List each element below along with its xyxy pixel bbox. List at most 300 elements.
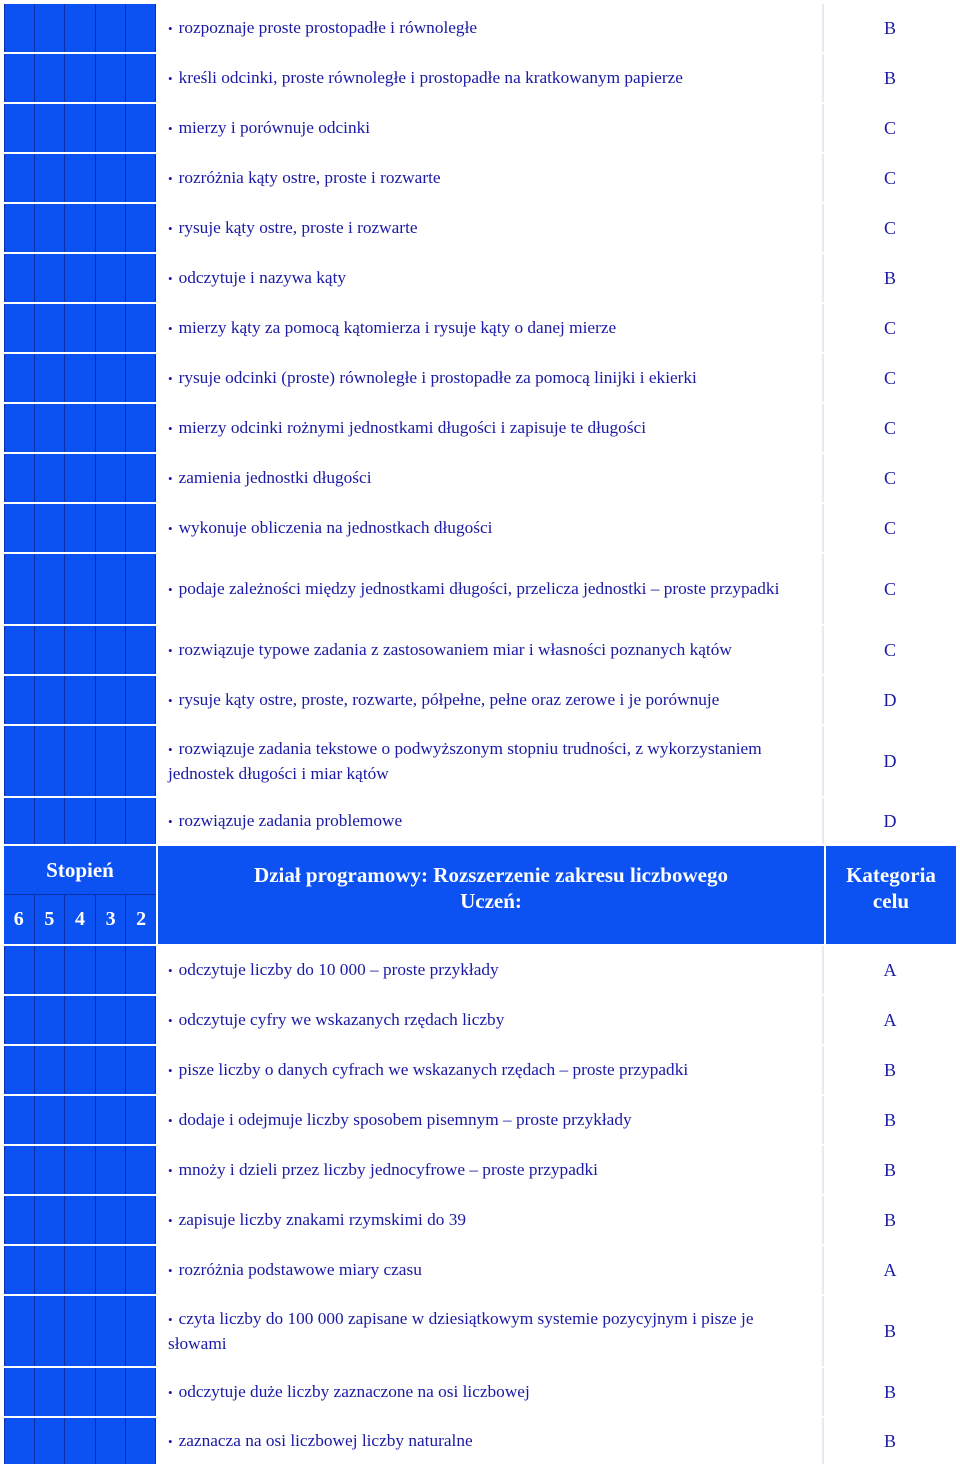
- requirement-text: rozróżnia kąty ostre, proste i rozwarte: [178, 167, 441, 187]
- grade-cell: [126, 354, 156, 402]
- grade-6-label: 6: [4, 895, 35, 944]
- grade-cell: [4, 946, 35, 994]
- bullet-icon: •: [168, 1062, 173, 1078]
- grade-cell: [35, 354, 65, 402]
- grade-cell: [96, 996, 126, 1044]
- grade-cell: [35, 996, 65, 1044]
- requirement-text-wrap: [168, 166, 441, 191]
- grade-cell: [4, 1296, 35, 1366]
- grade-cell: [65, 1418, 95, 1464]
- bullet-icon: •: [168, 1012, 173, 1028]
- grade-cells: [4, 354, 156, 402]
- requirement-text-wrap: [168, 809, 402, 834]
- grade-cells: [4, 1046, 156, 1094]
- grade-cells: [4, 504, 156, 552]
- grade-cell: [4, 354, 35, 402]
- bullet-icon: •: [168, 581, 173, 597]
- grade-cell: [126, 1296, 156, 1366]
- grade-cell: [65, 626, 95, 674]
- grade-cell: [126, 1246, 156, 1294]
- bullet-icon: •: [168, 813, 173, 829]
- grade-cell: [126, 4, 156, 52]
- requirement-text: odczytuje i nazywa kąty: [178, 267, 347, 287]
- grade-cells: [4, 996, 156, 1044]
- category-cell: D: [824, 676, 956, 724]
- grade-cell: [126, 554, 156, 624]
- grade-cell: [65, 1046, 95, 1094]
- requirement-cell: [156, 1418, 824, 1464]
- grade-cell: [65, 4, 95, 52]
- requirement-cell: [156, 404, 824, 452]
- requirement-text: zamienia jednostki długości: [178, 467, 372, 487]
- category-cell: C: [824, 354, 956, 402]
- section-numbers-rows: [4, 946, 956, 1466]
- bullet-icon: •: [168, 320, 173, 336]
- requirement-cell: [156, 676, 824, 724]
- grade-cell: [35, 154, 65, 202]
- grade-cells: [4, 798, 156, 844]
- grade-cell: [4, 1046, 35, 1094]
- grade-header: [4, 846, 158, 944]
- category-cell: B: [824, 254, 956, 302]
- section-geometry-rows: [4, 4, 956, 846]
- grade-cell: [96, 1046, 126, 1094]
- table-row: [4, 4, 956, 54]
- requirement-text-wrap: [168, 216, 418, 241]
- grade-cells: [4, 1246, 156, 1294]
- requirement-text: odczytuje duże liczby zaznaczone na osi liczbowej: [178, 1381, 530, 1401]
- requirement-text: rozróżnia podstawowe miary czasu: [178, 1259, 422, 1279]
- grade-cell: [65, 996, 95, 1044]
- grade-cell: [35, 554, 65, 624]
- table-row: [4, 354, 956, 404]
- grade-cell: [96, 454, 126, 502]
- table-row: [4, 1046, 956, 1096]
- bullet-icon: •: [168, 1311, 173, 1327]
- grade-cell: [4, 626, 35, 674]
- requirement-cell: [156, 1246, 824, 1294]
- requirement-text: mierzy kąty za pomocą kątomierza i rysuje kąty o danej mierze: [178, 317, 617, 337]
- requirement-cell: [156, 204, 824, 252]
- grade-cell: [65, 726, 95, 796]
- requirement-cell: [156, 304, 824, 352]
- grade-cell: [4, 798, 35, 844]
- grade-cell: [4, 304, 35, 352]
- grade-cells: [4, 304, 156, 352]
- requirement-text-wrap: [168, 66, 683, 91]
- grade-cell: [35, 626, 65, 674]
- grade-cell: [35, 54, 65, 102]
- grade-cell: [35, 1246, 65, 1294]
- grade-cells: [4, 204, 156, 252]
- grade-cells: [4, 154, 156, 202]
- grade-cell: [126, 54, 156, 102]
- section-title-line2: Uczeń:: [460, 889, 522, 913]
- grade-cells: [4, 1368, 156, 1416]
- grade-cell: [65, 154, 95, 202]
- requirement-text-wrap: [168, 16, 477, 41]
- grade-cell: [4, 254, 35, 302]
- category-cell: B: [824, 1368, 956, 1416]
- document-table: [4, 4, 956, 1466]
- grade-cell: [35, 204, 65, 252]
- grade-cell: [96, 626, 126, 674]
- category-cell: C: [824, 404, 956, 452]
- requirement-text-wrap: [168, 958, 499, 983]
- grade-cell: [35, 404, 65, 452]
- requirement-text-wrap: [168, 737, 812, 786]
- table-row: [4, 254, 956, 304]
- requirement-cell: [156, 54, 824, 102]
- grade-cell: [126, 726, 156, 796]
- requirement-text: zapisuje liczby znakami rzymskimi do 39: [178, 1209, 467, 1229]
- requirement-text-wrap: [168, 116, 370, 141]
- table-row: [4, 154, 956, 204]
- category-header-line2: celu: [872, 889, 910, 913]
- stopien-label: Stopień: [4, 846, 156, 895]
- grade-columns: [4, 895, 156, 944]
- category-cell: A: [824, 996, 956, 1044]
- grade-cell: [96, 1146, 126, 1194]
- category-cell: C: [824, 454, 956, 502]
- grade-cell: [96, 154, 126, 202]
- requirement-text: mierzy i porównuje odcinki: [178, 117, 371, 137]
- grade-cell: [65, 798, 95, 844]
- grade-cells: [4, 1296, 156, 1366]
- requirement-text-wrap: [168, 1008, 504, 1033]
- requirement-text: rozwiązuje zadania problemowe: [178, 810, 403, 830]
- category-cell: A: [824, 946, 956, 994]
- requirement-cell: [156, 254, 824, 302]
- grade-cell: [4, 504, 35, 552]
- requirement-text: rysuje kąty ostre, proste i rozwarte: [178, 217, 418, 237]
- grade-cell: [126, 1146, 156, 1194]
- grade-cells: [4, 626, 156, 674]
- grade-cell: [65, 204, 95, 252]
- grade-cell: [126, 1046, 156, 1094]
- grade-cell: [4, 676, 35, 724]
- grade-cell: [4, 996, 35, 1044]
- grade-cell: [4, 726, 35, 796]
- grade-cell: [35, 1296, 65, 1366]
- grade-cells: [4, 676, 156, 724]
- grade-cell: [4, 1368, 35, 1416]
- grade-cells: [4, 104, 156, 152]
- requirement-text: zaznacza na osi liczbowej liczby naturalne: [178, 1430, 473, 1450]
- requirement-text-wrap: [168, 577, 779, 602]
- grade-cell: [4, 454, 35, 502]
- grade-cell: [96, 254, 126, 302]
- grade-cell: [96, 504, 126, 552]
- requirement-cell: [156, 946, 824, 994]
- bullet-icon: •: [168, 1162, 173, 1178]
- grade-cell: [126, 996, 156, 1044]
- grade-cell: [65, 254, 95, 302]
- grade-cell: [35, 1368, 65, 1416]
- grade-cell: [35, 304, 65, 352]
- grade-cell: [126, 104, 156, 152]
- grade-cell: [96, 404, 126, 452]
- grade-cell: [4, 54, 35, 102]
- requirement-text-wrap: [168, 1158, 598, 1183]
- requirement-text: wykonuje obliczenia na jednostkach długości: [178, 517, 493, 537]
- grade-cell: [126, 154, 156, 202]
- grade-cell: [126, 626, 156, 674]
- table-row: [4, 946, 956, 996]
- table-row: [4, 1096, 956, 1146]
- grade-cells: [4, 254, 156, 302]
- grade-cell: [65, 354, 95, 402]
- grade-cell: [65, 1246, 95, 1294]
- requirement-cell: [156, 104, 824, 152]
- grade-cell: [35, 798, 65, 844]
- table-row: [4, 304, 956, 354]
- grade-cell: [4, 554, 35, 624]
- grade-cell: [35, 254, 65, 302]
- table-row: [4, 104, 956, 154]
- grade-cell: [4, 404, 35, 452]
- bullet-icon: •: [168, 470, 173, 486]
- table-row: [4, 204, 956, 254]
- bullet-icon: •: [168, 370, 173, 386]
- grade-cell: [96, 554, 126, 624]
- grade-cell: [4, 104, 35, 152]
- grade-cell: [96, 304, 126, 352]
- bullet-icon: •: [168, 1384, 173, 1400]
- requirement-text-wrap: [168, 1258, 422, 1283]
- grade-cell: [65, 676, 95, 724]
- table-row: [4, 626, 956, 676]
- table-row: [4, 996, 956, 1046]
- requirement-text: rysuje odcinki (proste) równoległe i prostopadłe za pomocą linijki i ekierki: [178, 367, 697, 387]
- requirement-text: mnoży i dzieli przez liczby jednocyfrowe – proste przypadki: [178, 1159, 598, 1179]
- requirement-text: czyta liczby do 100 000 zapisane w dziesiątkowym systemie pozycyjnym i pisze je słowami: [168, 1308, 754, 1353]
- grade-cell: [35, 1418, 65, 1464]
- grade-cell: [4, 1246, 35, 1294]
- bullet-icon: •: [168, 741, 173, 757]
- requirement-text: podaje zależności między jednostkami długości, przelicza jednostki – proste przypadki: [178, 578, 780, 598]
- bullet-icon: •: [168, 520, 173, 536]
- grade-cell: [4, 4, 35, 52]
- grade-cell: [126, 1368, 156, 1416]
- requirement-text: dodaje i odejmuje liczby sposobem pisemnym – proste przykłady: [178, 1109, 632, 1129]
- grade-cell: [126, 304, 156, 352]
- grade-cell: [65, 1196, 95, 1244]
- requirement-cell: [156, 504, 824, 552]
- grade-cell: [126, 946, 156, 994]
- grade-cell: [4, 154, 35, 202]
- requirement-cell: [156, 726, 824, 796]
- grade-cell: [4, 1196, 35, 1244]
- grade-cells: [4, 726, 156, 796]
- grade-cell: [65, 1368, 95, 1416]
- grade-cell: [96, 1418, 126, 1464]
- category-cell: C: [824, 304, 956, 352]
- grade-cells: [4, 554, 156, 624]
- category-cell: C: [824, 104, 956, 152]
- category-cell: B: [824, 1196, 956, 1244]
- table-header: [4, 846, 956, 946]
- grade-cell: [96, 4, 126, 52]
- grade-cell: [126, 1418, 156, 1464]
- category-cell: B: [824, 1046, 956, 1094]
- grade-cells: [4, 1418, 156, 1464]
- table-row: [4, 726, 956, 798]
- requirement-cell: [156, 4, 824, 52]
- requirement-cell: [156, 626, 824, 674]
- grade-cell: [126, 504, 156, 552]
- bullet-icon: •: [168, 120, 173, 136]
- requirement-cell: [156, 1046, 824, 1094]
- bullet-icon: •: [168, 1112, 173, 1128]
- bullet-icon: •: [168, 420, 173, 436]
- requirement-text: odczytuje cyfry we wskazanych rzędach liczby: [178, 1009, 505, 1029]
- grade-5-label: 5: [35, 895, 66, 944]
- grade-cell: [65, 946, 95, 994]
- grade-cell: [126, 1096, 156, 1144]
- grade-cell: [65, 404, 95, 452]
- grade-cell: [35, 676, 65, 724]
- requirement-text-wrap: [168, 366, 697, 391]
- table-row: [4, 676, 956, 726]
- grade-cell: [96, 798, 126, 844]
- requirement-cell: [156, 354, 824, 402]
- grade-cell: [35, 726, 65, 796]
- grade-cell: [126, 798, 156, 844]
- requirement-text: kreśli odcinki, proste równoległe i prostopadłe na kratkowanym papierze: [178, 67, 683, 87]
- requirement-text: mierzy odcinki rożnymi jednostkami długości i zapisuje te długości: [178, 417, 647, 437]
- table-row: [4, 1196, 956, 1246]
- category-cell: B: [824, 54, 956, 102]
- grade-cell: [96, 204, 126, 252]
- category-cell: A: [824, 1246, 956, 1294]
- requirement-cell: [156, 1196, 824, 1244]
- grade-cell: [35, 504, 65, 552]
- category-header: [826, 846, 956, 944]
- grade-2-label: 2: [136, 908, 147, 930]
- grade-cell: [65, 554, 95, 624]
- category-cell: B: [824, 4, 956, 52]
- grade-cells: [4, 946, 156, 994]
- requirement-text-wrap: [168, 316, 616, 341]
- grade-cell: [126, 454, 156, 502]
- bullet-icon: •: [168, 270, 173, 286]
- bullet-icon: •: [168, 70, 173, 86]
- grade-cell: [4, 1146, 35, 1194]
- category-cell: B: [824, 1146, 956, 1194]
- table-row: [4, 1296, 956, 1368]
- bullet-icon: •: [168, 1433, 173, 1449]
- grade-cells: [4, 454, 156, 502]
- bullet-icon: •: [168, 962, 173, 978]
- grade-cells: [4, 404, 156, 452]
- requirement-text: rozwiązuje zadania tekstowe o podwyższonym stopniu trudności, z wykorzystaniem jednostek długości i miar kątów: [168, 738, 762, 783]
- bullet-icon: •: [168, 642, 173, 658]
- requirement-cell: [156, 1096, 824, 1144]
- grade-cell: [35, 946, 65, 994]
- grade-cell: [96, 1368, 126, 1416]
- bullet-icon: •: [168, 220, 173, 236]
- requirement-text-wrap: [168, 466, 372, 491]
- requirement-text-wrap: [168, 1058, 688, 1083]
- requirement-text: rozwiązuje typowe zadania z zastosowaniem miar i własności poznanych kątów: [178, 639, 732, 659]
- grade-cell: [96, 1246, 126, 1294]
- category-cell: D: [824, 798, 956, 844]
- grade-cell: [35, 1196, 65, 1244]
- requirement-cell: [156, 154, 824, 202]
- grade-cell: [96, 726, 126, 796]
- requirement-cell: [156, 554, 824, 624]
- grade-cell: [35, 1146, 65, 1194]
- bullet-icon: •: [168, 1262, 173, 1278]
- category-cell: C: [824, 204, 956, 252]
- grade-cell: [65, 54, 95, 102]
- requirement-cell: [156, 798, 824, 844]
- table-row: [4, 404, 956, 454]
- grade-cells: [4, 1146, 156, 1194]
- grade-cell: [96, 1196, 126, 1244]
- requirement-text-wrap: [168, 1307, 812, 1356]
- grade-cells: [4, 1096, 156, 1144]
- grade-cell: [96, 354, 126, 402]
- requirement-text-wrap: [168, 638, 732, 663]
- grade-cell: [126, 404, 156, 452]
- requirement-cell: [156, 1146, 824, 1194]
- grade-cell: [35, 4, 65, 52]
- requirement-text-wrap: [168, 266, 346, 291]
- grade-cell: [35, 104, 65, 152]
- category-cell: C: [824, 554, 956, 624]
- grade-4-label: 4: [65, 895, 96, 944]
- grade-cell: [65, 454, 95, 502]
- table-row: [4, 554, 956, 626]
- requirement-text: rysuje kąty ostre, proste, rozwarte, półpełne, pełne oraz zerowe i je porównuje: [178, 689, 720, 709]
- requirement-text-wrap: [168, 416, 646, 441]
- grade-cell: [35, 1046, 65, 1094]
- grade-cell: [96, 1296, 126, 1366]
- grade-cell: [126, 1196, 156, 1244]
- grade-cell: [96, 1096, 126, 1144]
- requirement-cell: [156, 1296, 824, 1366]
- table-row: [4, 454, 956, 504]
- requirement-text-wrap: [168, 1208, 466, 1233]
- requirement-text: pisze liczby o danych cyfrach we wskazanych rzędach – proste przypadki: [178, 1059, 689, 1079]
- grade-cell: [35, 1096, 65, 1144]
- table-row: [4, 798, 956, 846]
- category-cell: B: [824, 1096, 956, 1144]
- grade-cell: [65, 1096, 95, 1144]
- grade-cell: [4, 204, 35, 252]
- bullet-icon: •: [168, 1212, 173, 1228]
- table-row: [4, 1146, 956, 1196]
- requirement-text: rozpoznaje proste prostopadłe i równoległe: [178, 17, 478, 37]
- requirement-cell: [156, 1368, 824, 1416]
- grade-cell: [126, 204, 156, 252]
- grade-cell: [65, 504, 95, 552]
- requirement-text: odczytuje liczby do 10 000 – proste przykłady: [178, 959, 499, 979]
- grade-cell: [35, 454, 65, 502]
- table-row: [4, 54, 956, 104]
- grade-cell: [4, 1418, 35, 1464]
- table-row: [4, 1246, 956, 1296]
- grade-cell: [96, 54, 126, 102]
- grade-cell: [65, 1296, 95, 1366]
- grade-cell: [65, 304, 95, 352]
- grade-cell: [96, 676, 126, 724]
- grade-cell: [126, 254, 156, 302]
- bullet-icon: •: [168, 20, 173, 36]
- requirement-cell: [156, 454, 824, 502]
